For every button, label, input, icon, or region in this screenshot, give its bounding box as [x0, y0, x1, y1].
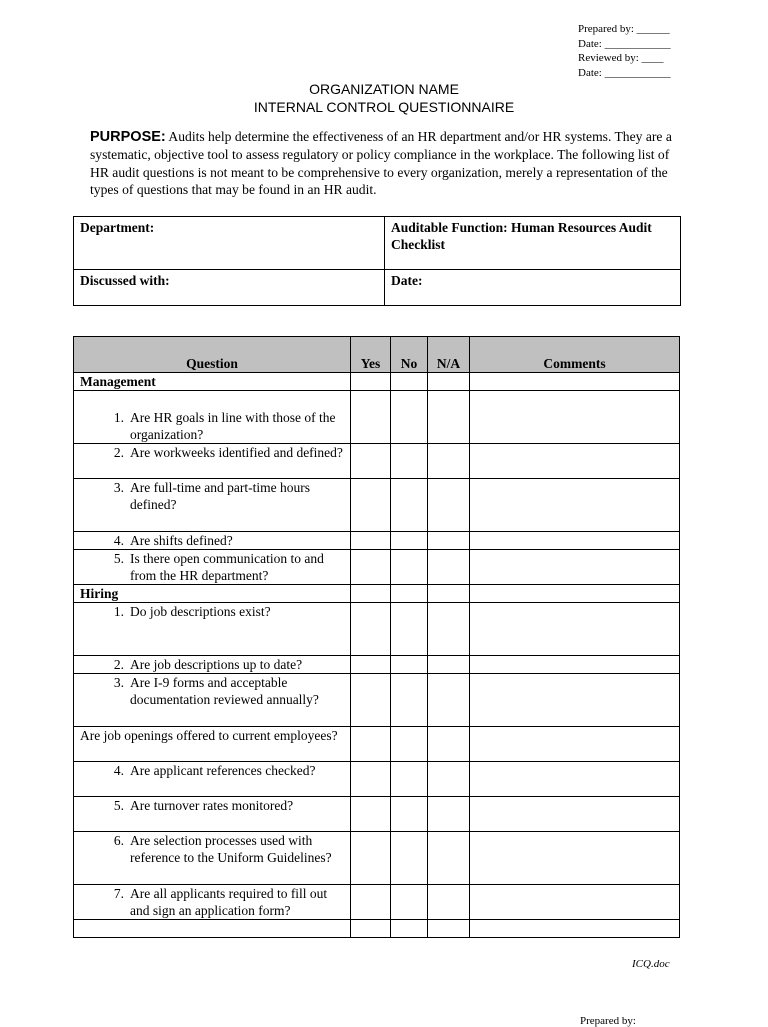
prepared-by-field: Prepared by: ______	[578, 23, 670, 35]
comments-cell[interactable]	[470, 797, 680, 832]
question-header: Question	[74, 337, 351, 373]
table-row	[74, 727, 680, 762]
question-number: 4.	[113, 533, 124, 548]
question-number: 4.	[113, 763, 124, 778]
yes-cell[interactable]	[351, 885, 391, 920]
na-cell[interactable]	[428, 532, 470, 550]
section-management: Management	[74, 373, 351, 391]
no-cell[interactable]	[391, 550, 428, 585]
comments-cell[interactable]	[470, 444, 680, 479]
comments-cell[interactable]	[470, 373, 680, 391]
comments-cell[interactable]	[470, 603, 680, 656]
department-cell: Department:	[74, 217, 385, 270]
audit-info-table	[73, 216, 681, 306]
na-cell[interactable]	[428, 479, 470, 532]
question-text: Are job descriptions up to date?	[130, 657, 303, 672]
yes-header: Yes	[351, 337, 391, 373]
table-header-row	[74, 337, 680, 373]
comments-cell[interactable]	[470, 885, 680, 920]
table-row	[74, 656, 680, 674]
table-row	[74, 479, 680, 532]
no-cell[interactable]	[391, 797, 428, 832]
organization-name: ORGANIZATION NAME	[309, 81, 459, 97]
na-cell[interactable]	[428, 391, 470, 444]
purpose-text: Audits help determine the effectiveness of an HR department and/or HR systems. They are a systematic, objective tool to assess regulatory or policy compliance in the workplace. The following list of HR audit questions is not meant to be comprehensive to every organization, merely a representation of the types of questions that may be found in an HR audit.	[90, 129, 672, 198]
section-row	[74, 585, 680, 603]
table-row	[74, 762, 680, 797]
question-number: 1.	[113, 410, 124, 425]
no-cell[interactable]	[391, 674, 428, 727]
question-cell	[74, 832, 351, 885]
question-number: 1.	[113, 604, 124, 619]
na-cell[interactable]	[428, 832, 470, 885]
na-cell[interactable]	[428, 550, 470, 585]
yes-cell[interactable]	[351, 585, 391, 603]
question-text: Are full-time and part-time hours defined?	[130, 480, 310, 512]
yes-cell[interactable]	[351, 391, 391, 444]
question-number: 5.	[113, 551, 124, 566]
document-title: INTERNAL CONTROL QUESTIONNAIRE	[253, 99, 515, 115]
no-header: No	[391, 337, 428, 373]
no-cell[interactable]	[391, 532, 428, 550]
question-number: 3.	[113, 480, 124, 495]
question-cell	[74, 603, 351, 656]
no-cell[interactable]	[391, 479, 428, 532]
question-cell	[74, 391, 351, 444]
comments-cell[interactable]	[470, 920, 680, 938]
na-cell[interactable]	[428, 373, 470, 391]
yes-cell[interactable]	[351, 656, 391, 674]
question-text: Are selection processes used with reference to the Uniform Guidelines?	[130, 833, 332, 865]
reviewed-by-field: Reviewed by: ____	[578, 52, 664, 65]
no-cell[interactable]	[391, 373, 428, 391]
na-cell[interactable]	[428, 797, 470, 832]
question-cell	[74, 479, 351, 532]
no-cell[interactable]	[391, 391, 428, 444]
table-row	[74, 603, 680, 656]
question-number: 2.	[113, 445, 124, 460]
question-cell	[74, 550, 351, 585]
question-number: 5.	[113, 798, 124, 813]
table-row	[74, 832, 680, 885]
no-cell[interactable]	[391, 603, 428, 656]
no-cell[interactable]	[391, 585, 428, 603]
unnumbered-question-cell: Are job openings offered to current employees?	[74, 727, 351, 762]
section-row	[74, 373, 680, 391]
no-cell[interactable]	[391, 762, 428, 797]
table-row	[74, 444, 680, 479]
table-row	[74, 674, 680, 727]
comments-cell[interactable]	[470, 550, 680, 585]
table-row	[74, 885, 680, 920]
na-cell[interactable]	[428, 603, 470, 656]
table-row	[74, 532, 680, 550]
no-cell[interactable]	[391, 656, 428, 674]
na-cell[interactable]	[428, 656, 470, 674]
yes-cell[interactable]	[351, 832, 391, 885]
yes-cell[interactable]	[351, 532, 391, 550]
question-text: Are applicant references checked?	[130, 763, 316, 778]
question-text: Are all applicants required to fill out and sign an application form?	[130, 886, 328, 918]
comments-cell[interactable]	[470, 479, 680, 532]
question-cell	[74, 444, 351, 479]
question-text: Are shifts defined?	[130, 533, 233, 548]
comments-cell[interactable]	[470, 674, 680, 727]
yes-cell[interactable]	[351, 727, 391, 762]
question-cell	[74, 920, 351, 938]
na-cell[interactable]	[428, 762, 470, 797]
na-header: N/A	[428, 337, 470, 373]
na-cell[interactable]	[428, 444, 470, 479]
discussed-with-cell: Discussed with:	[74, 270, 385, 306]
comments-cell[interactable]	[470, 532, 680, 550]
no-cell[interactable]	[391, 885, 428, 920]
yes-cell[interactable]	[351, 373, 391, 391]
yes-cell[interactable]	[351, 797, 391, 832]
comments-header: Comments	[470, 337, 680, 373]
question-cell	[74, 656, 351, 674]
prepared-by-footer: Prepared by:	[580, 1015, 636, 1027]
question-cell	[74, 762, 351, 797]
no-cell[interactable]	[391, 727, 428, 762]
yes-cell[interactable]	[351, 762, 391, 797]
na-cell[interactable]	[428, 885, 470, 920]
purpose-label: PURPOSE:	[90, 129, 166, 145]
questionnaire-table	[73, 336, 680, 938]
question-text: Do job descriptions exist?	[130, 604, 271, 619]
date-cell: Date:	[385, 270, 681, 306]
yes-cell[interactable]	[351, 674, 391, 727]
table-row	[74, 797, 680, 832]
comments-cell[interactable]	[470, 727, 680, 762]
question-cell	[74, 674, 351, 727]
question-number: 7.	[113, 886, 124, 901]
review-date-field: Date: ____________	[578, 66, 671, 79]
question-cell	[74, 797, 351, 832]
na-cell[interactable]	[428, 727, 470, 762]
comments-cell[interactable]	[470, 391, 680, 444]
question-text: Is there open communication to and from the HR department?	[130, 551, 324, 583]
question-cell	[74, 885, 351, 920]
na-cell[interactable]	[428, 920, 470, 938]
na-cell[interactable]	[428, 674, 470, 727]
no-cell[interactable]	[391, 444, 428, 479]
table-row	[74, 391, 680, 444]
table-row	[74, 550, 680, 585]
comments-cell[interactable]	[470, 832, 680, 885]
question-number: 6.	[113, 833, 124, 848]
question-cell	[74, 532, 351, 550]
comments-cell[interactable]	[470, 762, 680, 797]
comments-cell[interactable]	[470, 656, 680, 674]
yes-cell[interactable]	[351, 603, 391, 656]
no-cell[interactable]	[391, 920, 428, 938]
section-hiring: Hiring	[74, 585, 351, 603]
file-name: ICQ.doc	[632, 958, 670, 970]
question-text: Are turnover rates monitored?	[130, 798, 294, 813]
yes-cell[interactable]	[351, 444, 391, 479]
yes-cell[interactable]	[351, 479, 391, 532]
yes-cell[interactable]	[351, 550, 391, 585]
question-number: 2.	[113, 657, 124, 672]
question-text: Are I-9 forms and acceptable documentation reviewed annually?	[130, 675, 319, 707]
purpose-paragraph	[90, 128, 690, 199]
comments-cell[interactable]	[470, 585, 680, 603]
na-cell[interactable]	[428, 585, 470, 603]
preparer-block	[578, 22, 671, 80]
auditable-function-cell: Auditable Function: Human Resources Audit Checklist	[385, 217, 681, 270]
yes-cell[interactable]	[351, 920, 391, 938]
date-field: Date: ____________	[578, 37, 671, 50]
no-cell[interactable]	[391, 832, 428, 885]
question-text: Are HR goals in line with those of the organization?	[130, 410, 336, 442]
question-text: Are workweeks identified and defined?	[130, 445, 343, 460]
table-row	[74, 920, 680, 938]
question-number: 3.	[113, 675, 124, 690]
